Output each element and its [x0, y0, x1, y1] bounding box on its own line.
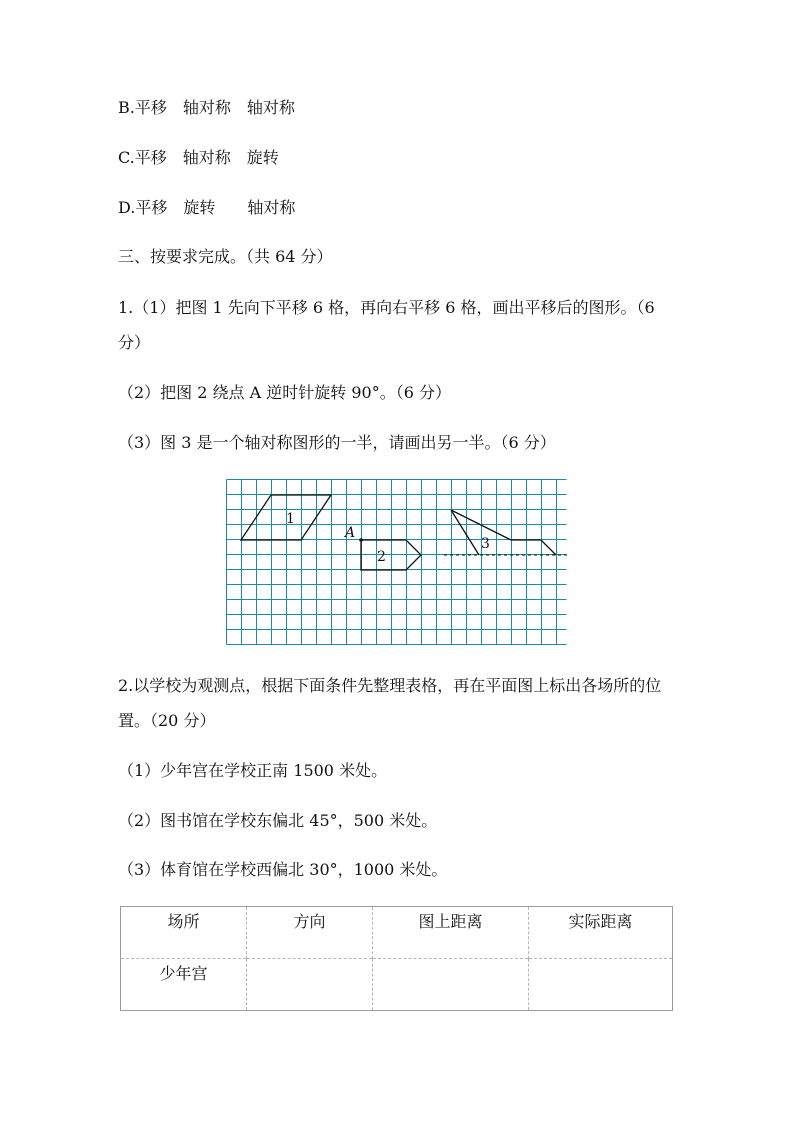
figure-2-label: 2 [377, 549, 386, 565]
header-cell: 实际距离 [529, 907, 673, 959]
table-header-row [121, 907, 673, 959]
question-2-condition-1: （1）少年宫在学校正南 1500 米处。 [118, 761, 388, 780]
section-heading: 三、按要求完成。（共 64 分） [118, 247, 333, 266]
question-1-part-2: （2）把图 2 绕点 A 逆时针旋转 90°。（6 分） [118, 383, 451, 402]
figure-3-label: 3 [481, 536, 490, 552]
header-cell: 场所 [121, 907, 247, 959]
grid-lines [227, 480, 567, 645]
question-2-condition-2: （2）图书馆在学校东偏北 45°，500 米处。 [118, 811, 438, 830]
table-row [121, 959, 673, 1011]
places-table [120, 906, 673, 1011]
question-2-intro: 2.以学校为观测点，根据下面条件先整理表格，再在平面图上标出各场所的位置。（20 分） [118, 676, 662, 730]
option-c: C.平移 轴对称 旋转 [118, 148, 279, 167]
point-a-marker [359, 538, 363, 542]
table-cell: 少年宫 [121, 959, 247, 1011]
figure-1-label: 1 [286, 511, 295, 527]
header-cell: 图上距离 [373, 907, 529, 959]
question-2-condition-3: （3）体育馆在学校西偏北 30°，1000 米处。 [118, 860, 448, 879]
option-b: B.平移 轴对称 轴对称 [118, 98, 295, 117]
header-cell: 方向 [247, 907, 373, 959]
table-cell[interactable] [529, 959, 673, 1011]
question-1-part-3: （3）图 3 是一个轴对称图形的一半，请画出另一半。（6 分） [118, 433, 556, 452]
grid-figure-svg [226, 479, 568, 649]
table-cell[interactable] [247, 959, 373, 1011]
point-a-label: A [345, 525, 356, 541]
grid-figure [226, 479, 568, 653]
table-cell[interactable] [373, 959, 529, 1011]
question-1-part-1: 1.（1）把图 1 先向下平移 6 格，再向右平移 6 格，画出平移后的图形。（6 分） [118, 298, 655, 352]
option-d: D.平移 旋转 轴对称 [118, 198, 296, 217]
